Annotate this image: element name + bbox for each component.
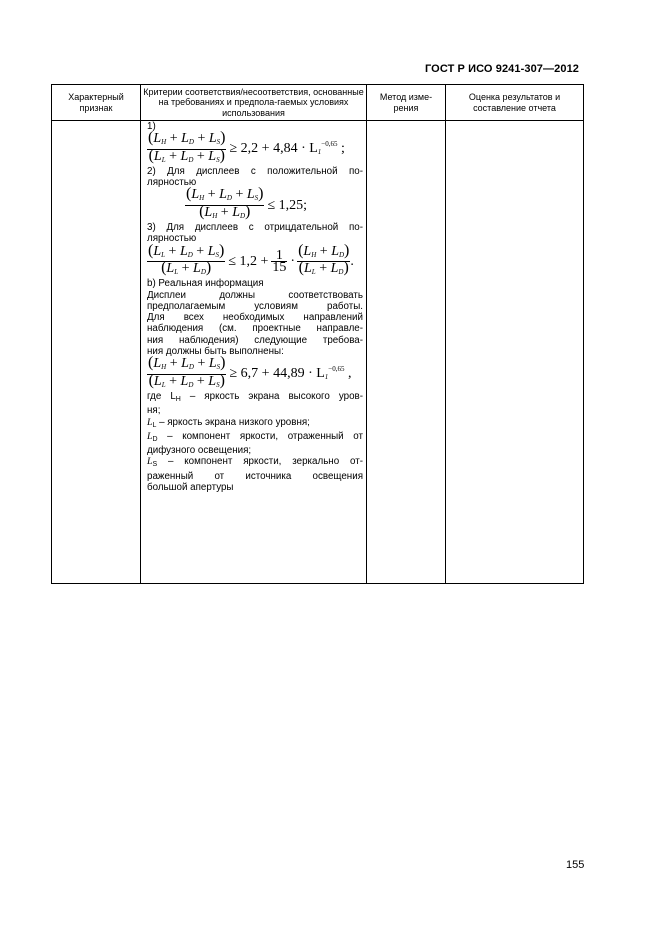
where-line-4: $L_D$ – компонент яркости, отраженный от [147, 430, 363, 443]
where-line-1: где $L_H$ – яркость экрана высокого уров- [147, 390, 363, 403]
where-line-2: ня; [147, 405, 161, 417]
table-header-row [52, 85, 584, 121]
header-criteria: Критерии соответствия/несоответствия, основанные на требованиях и предпола-гаемых условиях использования [141, 85, 367, 121]
cell-method [367, 121, 446, 584]
criteria-table [51, 84, 584, 584]
cell-characteristic [52, 121, 141, 584]
where-line-7: раженный от источника освещения [147, 470, 363, 482]
header-characteristic: Характерный признак [52, 85, 141, 121]
formula-2: $\frac{(L_H + L_D + L_S)}{(L_H + L_D)}$ ≤ 1,25; [186, 185, 308, 220]
cell-evaluation [446, 121, 584, 584]
where-line-3: $L_L$ – яркость экрана низкого уровня; [147, 416, 310, 429]
section-b-title: b) Реальная информация [147, 278, 264, 290]
page-number: 155 [566, 859, 585, 871]
cell-criteria [141, 121, 367, 584]
item-3-line-2: лярностью [147, 233, 197, 245]
formula-4: $\frac{(L_H + L_D + L_S)}{(L_L + L_D + L_S)}$ ≥ $6,7 + 44,89 \cdot L_1^{-0,65}$ , [148, 354, 352, 389]
document-code: ГОСТ Р ИСО 9241-307—2012 [424, 63, 579, 75]
section-b-line-1: Дисплеи должны соответствовать [147, 289, 363, 301]
item-2-line-2: лярностью [147, 177, 197, 189]
section-b-line-4: наблюдения (см. проектные направле- [147, 323, 363, 335]
item-3-line-1: 3) Для дисплеев с отрицдательной по- [147, 222, 363, 234]
where-line-5: дифузного освещения; [147, 445, 252, 457]
where-line-6: $L_S$ – компонент яркости, зеркально от- [147, 456, 363, 469]
item-2-line-1: 2) Для дисплеев с положительной по- [147, 165, 363, 177]
header-method: Метод изме-рения [367, 85, 446, 121]
formula-3: $\frac{(L_L + L_D + L_S)}{(L_L + L_D)}$ ≤ 1,2 + $\frac{1}{15}$ · $\frac{(L_H + L_D)}{(L_L + L_D)}$ . [148, 241, 354, 276]
table-row [52, 121, 584, 584]
section-b-line-2: предполагаемым условиям работы. [147, 300, 363, 312]
formula-1: $\frac{(L_H + L_D + L_S)}{(L_L + L_D + L_S)}$ ≥ $2,2 + 4,84 \cdot L_1^{-0,65}$ ; [148, 129, 345, 164]
section-b-line-6: ния должны быть выполнены: [147, 346, 284, 358]
header-evaluation: Оценка результатов и составление отчета [446, 85, 584, 121]
section-b-line-3: Для всех необходимых направлений [147, 312, 363, 324]
section-b-line-5: ния наблюдения) следующие требова- [147, 334, 363, 346]
where-line-8: большой апертуры [147, 482, 234, 494]
item-1-label: 1) [147, 121, 156, 132]
